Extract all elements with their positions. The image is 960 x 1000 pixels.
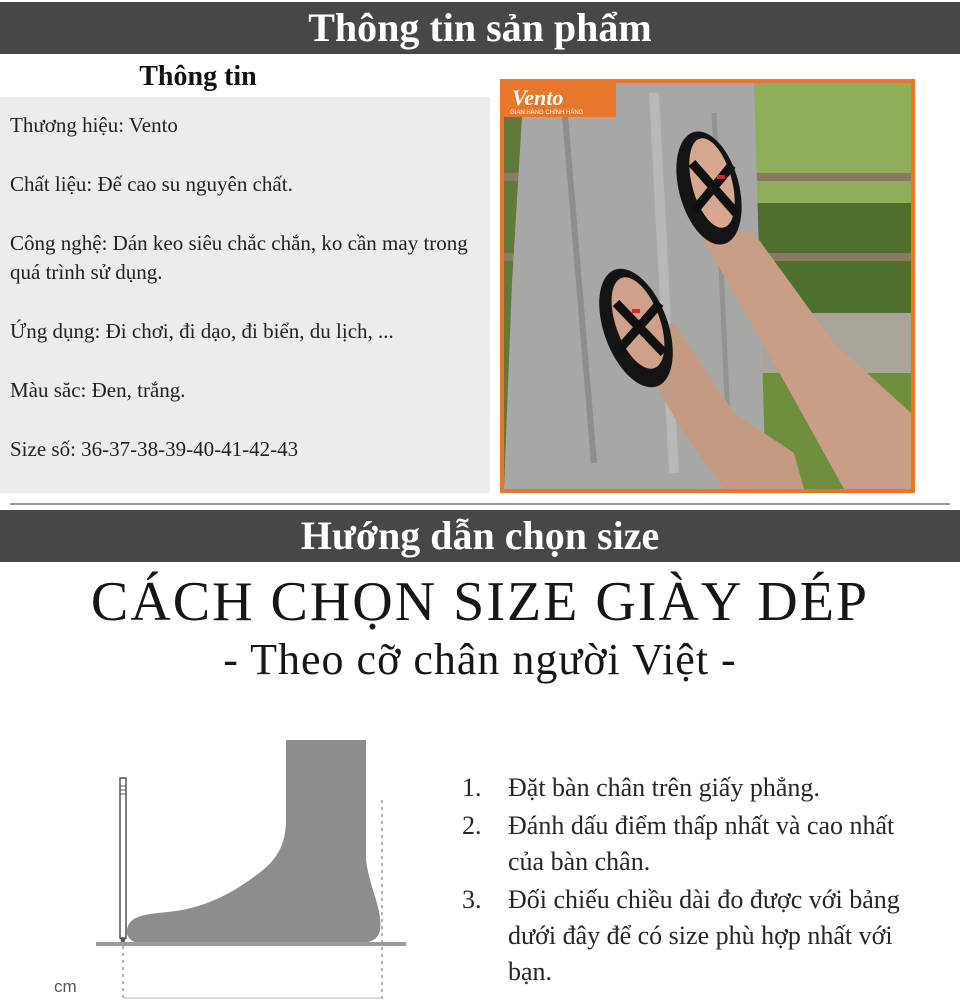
size-guide-banner: Hướng dẫn chọn size (0, 510, 960, 562)
product-photo (500, 79, 915, 493)
info-technology: Công nghệ: Dán keo siêu chắc chắn, ko cần may trong quá trình sử dụng. (10, 231, 468, 284)
size-guide-subtitle: - Theo cỡ chân người Việt - (223, 635, 737, 684)
info-brand: Thương hiệu: Vento (10, 113, 178, 137)
logo-text: Vento (512, 85, 564, 110)
section-divider (10, 503, 950, 505)
step-item (462, 770, 922, 806)
size-guide-title: CÁCH CHỌN SIZE GIÀY DÉP (90, 571, 870, 633)
step-number: 2. (462, 811, 482, 840)
step-number: 3. (462, 885, 482, 914)
step-text: Đối chiếu chiều dài đo được với bảng dưới đây để có size phù hợp nhất với bạn. (508, 885, 900, 986)
step-item (462, 882, 922, 990)
step-text: Đánh dấu điểm thấp nhất và cao nhất của bàn chân. (508, 811, 895, 876)
info-sizes: Size số: 36-37-38-39-40-41-42-43 (10, 437, 299, 461)
step-number: 1. (462, 773, 482, 802)
info-usage: Ứng dụng: Đi chơi, đi dạo, đi biển, du lịch, ... (10, 319, 394, 343)
info-heading: Thông tin (139, 61, 257, 92)
foot-measure-illustration (48, 730, 428, 1000)
size-guide-steps (462, 770, 922, 992)
step-item (462, 808, 922, 880)
foot-icon (127, 740, 381, 944)
info-material: Chất liệu: Đế cao su nguyên chất. (10, 172, 293, 196)
logo-subtext: GIAN HÀNG CHÍNH HÃNG (510, 110, 584, 116)
product-info-box (0, 97, 490, 493)
foot-measure-diagram (48, 730, 428, 1000)
sandal-photo-illustration (504, 83, 911, 489)
info-color: Màu săc: Đen, trắng. (10, 378, 186, 402)
product-info-banner: Thông tin sản phẩm (0, 2, 960, 54)
step-text: Đặt bàn chân trên giấy phẳng. (508, 773, 820, 802)
pencil-icon (120, 778, 126, 938)
unit-label: cm (54, 977, 77, 996)
